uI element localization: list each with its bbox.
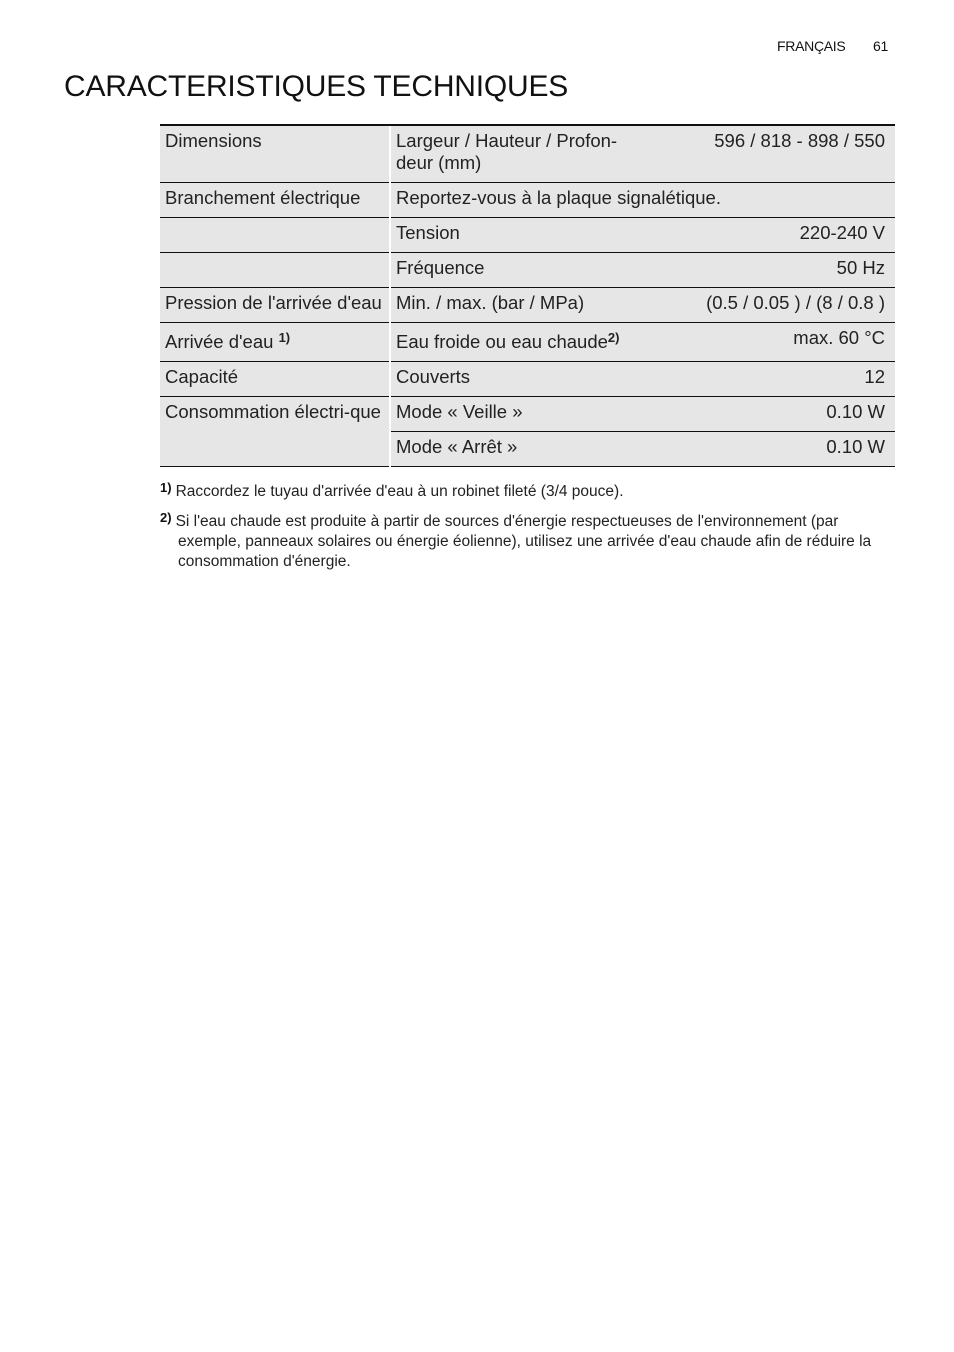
power-label: Consommation électri-que — [160, 397, 390, 467]
water-supply-sub: Eau froide ou eau chaude — [396, 331, 608, 352]
off-label: Mode « Arrêt » — [390, 432, 642, 467]
empty-cell — [160, 253, 390, 288]
language-label: FRANÇAIS — [777, 38, 846, 54]
pressure-value: (0.5 / 0.05 ) / (8 / 0.8 ) — [642, 288, 895, 323]
table-row-dimensions — [160, 125, 895, 183]
page-number: 61 — [873, 38, 888, 54]
table-row-electrical — [160, 183, 895, 218]
table-row-voltage — [160, 218, 895, 253]
pressure-sub: Min. / max. (bar / MPa) — [390, 288, 642, 323]
water-supply-label: Arrivée d'eau — [165, 331, 274, 352]
dimensions-value: 596 / 818 - 898 / 550 — [642, 125, 895, 183]
standby-label: Mode « Veille » — [390, 397, 642, 432]
table-row-frequency — [160, 253, 895, 288]
electrical-label: Branchement électrique — [160, 183, 390, 218]
standby-value: 0.10 W — [642, 397, 895, 432]
footnote-2 — [160, 508, 895, 572]
dimensions-sub: Largeur / Hauteur / Profon-deur (mm) — [390, 125, 642, 183]
footnote-1 — [160, 478, 895, 502]
voltage-label: Tension — [390, 218, 642, 253]
capacity-sub: Couverts — [390, 362, 642, 397]
page-header — [777, 38, 888, 54]
voltage-value: 220-240 V — [642, 218, 895, 253]
footnote-1-mark: 1) — [160, 480, 172, 495]
table-row-water-supply — [160, 323, 895, 362]
capacity-value: 12 — [642, 362, 895, 397]
water-supply-sub-cell — [390, 323, 642, 362]
table-row-standby — [160, 397, 895, 432]
table-row-pressure — [160, 288, 895, 323]
empty-cell — [160, 218, 390, 253]
water-supply-label-cell — [160, 323, 390, 362]
pressure-label: Pression de l'arrivée d'eau — [160, 288, 390, 323]
footnote-ref-2: 2) — [607, 330, 620, 345]
footnote-2-mark: 2) — [160, 510, 172, 525]
dimensions-label: Dimensions — [160, 125, 390, 183]
electrical-note: Reportez-vous à la plaque signalétique. — [390, 183, 895, 218]
off-value: 0.10 W — [642, 432, 895, 467]
water-supply-value: max. 60 °C — [642, 323, 895, 362]
capacity-label: Capacité — [160, 362, 390, 397]
frequency-value: 50 Hz — [642, 253, 895, 288]
footnote-2-text: Si l'eau chaude est produite à partir de sources d'énergie respectueuses de l'environnement (par exemple, panneaux solaires ou énergie éolienne), utilisez une arrivée d'eau chaude afin de réduire la consommation d'énergie. — [175, 513, 872, 570]
page-title: CARACTERISTIQUES TECHNIQUES — [64, 70, 569, 103]
footnote-ref-1: 1) — [278, 330, 291, 345]
table-row-capacity — [160, 362, 895, 397]
footnote-1-text: Raccordez le tuyau d'arrivée d'eau à un robinet fileté (3/4 pouce). — [175, 483, 624, 500]
frequency-label: Fréquence — [390, 253, 642, 288]
footnotes — [160, 478, 895, 578]
specs-table — [160, 124, 895, 467]
